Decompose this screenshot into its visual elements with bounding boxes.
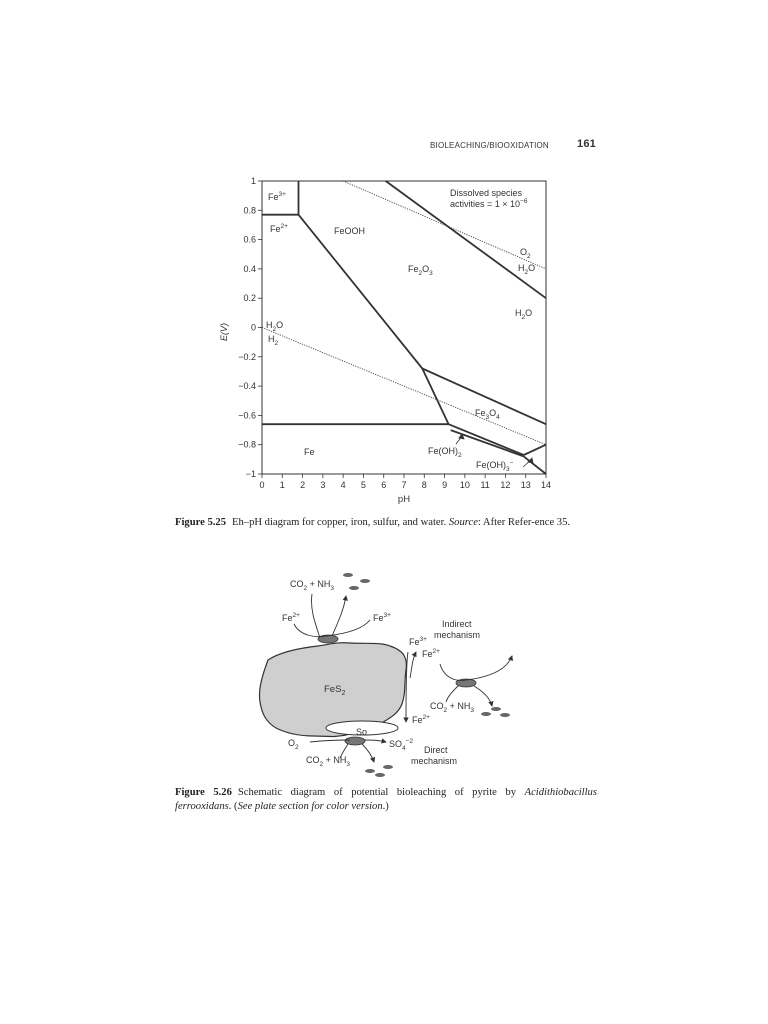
- co2-right-sub3: 3: [470, 707, 475, 714]
- label-indirect-2: mechanism: [434, 630, 481, 640]
- label-co2-bot: [306, 755, 350, 768]
- activity-note-text: activities = 1 × 10: [450, 199, 521, 209]
- y-tick-label: 0.6: [243, 234, 256, 245]
- h2o-right-sub: 2: [521, 314, 526, 321]
- region-feoh3: [476, 460, 514, 473]
- figure-5-26-note: See plate section for color version: [237, 801, 383, 812]
- label-o2: [288, 738, 299, 751]
- y-tick-label: −0.2: [238, 351, 256, 362]
- h2o-right-o: O: [525, 308, 533, 318]
- y-tick-label: −0.6: [238, 410, 256, 421]
- y-tick-label: 0.2: [243, 293, 256, 304]
- cell: [383, 765, 393, 769]
- fe2-mid-sup: 2+: [432, 648, 440, 655]
- fe2-top-sup: 2+: [292, 612, 300, 619]
- region-fe2: [270, 223, 288, 234]
- co2-bot-sub3: 3: [346, 761, 351, 768]
- x-tick-label: 7: [401, 480, 407, 490]
- fes2-fes: FeS: [324, 684, 342, 695]
- plot-frame: [262, 181, 546, 474]
- activity-note-exp: −6: [520, 198, 528, 205]
- region-feoh2: [428, 446, 462, 459]
- feoh3-text: Fe(OH): [476, 460, 506, 470]
- arrow-top-co2: [311, 594, 320, 638]
- region-fe2o3: [408, 264, 433, 277]
- co2-top-sub3: 3: [330, 585, 335, 592]
- y-tick-label: 0.4: [243, 263, 256, 274]
- fe3o4-fe: Fe: [475, 408, 486, 418]
- y-tick-label: −1: [245, 469, 256, 479]
- figure-5-25-source-text: : After Refer-ence 35.: [477, 517, 571, 528]
- bioleaching-schematic: [240, 568, 540, 780]
- x-tick-label: 4: [340, 480, 346, 490]
- x-tick-label: 5: [360, 480, 366, 490]
- o2-sub: 2: [295, 744, 299, 751]
- figure-5-25-caption-text: Eh–pH diagram for copper, iron, sulfur, and water.: [232, 517, 447, 528]
- y-tick-label: −0.8: [238, 439, 256, 450]
- cell: [343, 573, 353, 577]
- cell: [500, 713, 510, 717]
- co2-right-co: CO: [430, 701, 444, 711]
- figure-5-26-label: Figure 5.26: [175, 787, 232, 798]
- arrow-indirect-co2: [446, 686, 458, 702]
- co2-right-nh: + NH: [447, 701, 471, 711]
- fe3-top-fe: Fe: [373, 613, 384, 623]
- x-tick-label: 1: [279, 480, 285, 490]
- h2o-top-sub: 2: [524, 269, 529, 276]
- figure-5-25-caption: [175, 516, 597, 530]
- fe3o4-o: O: [489, 408, 497, 418]
- region-h2o-left: [266, 320, 283, 333]
- label-fe3-top: [373, 612, 391, 623]
- page-number: 161: [577, 138, 596, 150]
- x-tick-label: 13: [520, 480, 531, 490]
- feoh2-sub: 2: [458, 452, 462, 459]
- h2-h: H: [268, 334, 275, 344]
- label-fe3-mid: [409, 636, 427, 647]
- so4-so: SO: [389, 739, 403, 749]
- fe2o3-o: O: [422, 264, 430, 274]
- fe2o3-sub2: 2: [418, 270, 423, 277]
- h2o-top-o: O: [528, 263, 536, 273]
- y-tick-label: 0.8: [243, 205, 256, 216]
- fe2o3-fe: Fe: [408, 264, 419, 274]
- x-tick-label: 8: [421, 480, 427, 490]
- region-fe: Fe: [304, 447, 315, 457]
- figure-5-26-species: Acidithiobacillus ferrooxidans: [175, 787, 597, 812]
- h2o-top-h: H: [518, 263, 525, 273]
- label-fe2-mid: [422, 648, 440, 659]
- fe2-low-sup: 2+: [422, 714, 430, 721]
- running-head-title: BIOLEACHING/BIOOXIDATION: [430, 141, 549, 150]
- h2-sub: 2: [274, 340, 279, 347]
- figure-5-25-source-label: Source: [448, 517, 478, 528]
- o2-o: O: [288, 738, 296, 748]
- region-fe3-sup: 3+: [278, 191, 286, 198]
- label-fe2-top: [282, 612, 300, 623]
- y-axis-ticks: [238, 176, 262, 479]
- fe3-mid-fe: Fe: [409, 637, 420, 647]
- boundary-line: [524, 456, 546, 474]
- x-axis-label: pH: [397, 494, 411, 504]
- h2o-right-h: H: [515, 308, 522, 318]
- label-direct-2: mechanism: [411, 756, 458, 766]
- so4-sup: −2: [405, 738, 414, 745]
- figure-5-26-note-open: . (: [228, 801, 238, 812]
- co2-top-co: CO: [290, 579, 304, 589]
- x-tick-label: 12: [500, 480, 511, 490]
- co2-top-sub2: 2: [303, 585, 308, 592]
- cell: [360, 579, 370, 583]
- h2o-left-sub: 2: [272, 326, 277, 333]
- y-tick-label: −0.4: [238, 381, 256, 392]
- x-tick-label: 9: [442, 480, 448, 490]
- feoh3-sub: 3: [506, 466, 510, 473]
- figure-5-25-label: Figure 5.25: [175, 517, 227, 528]
- region-feooh: FeOOH: [334, 226, 366, 236]
- fe2-low-fe: Fe: [412, 715, 423, 725]
- x-tick-label: 2: [300, 480, 306, 490]
- fe3o4-sub4: 4: [496, 414, 500, 421]
- x-tick-label: 0: [259, 480, 265, 490]
- boundary-lines: [262, 181, 546, 474]
- arrow-direct-out: [362, 744, 374, 762]
- eh-ph-diagram: [210, 168, 562, 504]
- figure-5-26-caption-text: Schematic diagram of potential bioleaching of pyrite by: [237, 787, 517, 798]
- co2-bot-co: CO: [306, 755, 320, 765]
- x-tick-label: 6: [381, 480, 387, 490]
- fe3-mid-sup: 3+: [419, 636, 427, 643]
- label-so4: [389, 738, 413, 752]
- label-indirect-1: Indirect: [442, 619, 472, 629]
- cell: [491, 707, 501, 711]
- fes2-sub: 2: [341, 690, 346, 697]
- fe2-mid-fe: Fe: [422, 649, 433, 659]
- label-fe2-low: [412, 714, 430, 725]
- fe2-top-fe: Fe: [282, 613, 293, 623]
- activity-note-line2: [450, 198, 528, 209]
- running-head: [430, 138, 596, 154]
- feoh2-text: Fe(OH): [428, 446, 458, 456]
- region-h2: [268, 334, 279, 347]
- feoh3-sup: −: [509, 460, 514, 467]
- co2-bot-nh: + NH: [323, 755, 347, 765]
- boundary-line: [449, 424, 524, 455]
- x-tick-label: 10: [459, 480, 470, 490]
- bacterium-direct: [345, 737, 365, 745]
- h2o-left-o: O: [276, 320, 284, 330]
- label-so: So: [356, 727, 368, 737]
- region-h2o-right: [515, 308, 532, 321]
- fe3-top-sup: 3+: [383, 612, 391, 619]
- co2-bot-sub2: 2: [319, 761, 324, 768]
- x-tick-label: 14: [540, 480, 552, 490]
- o2-sub: 2: [527, 253, 531, 260]
- label-co2-top: [290, 579, 334, 592]
- arrow-top-out: [332, 596, 346, 636]
- arrow-fe-up: [410, 652, 416, 678]
- region-fe2-text: Fe: [270, 224, 281, 234]
- cell: [375, 773, 385, 777]
- region-fe2-sup: 2+: [280, 223, 288, 230]
- figure-5-26-caption: [175, 786, 597, 814]
- region-h2o-top: [518, 263, 535, 276]
- arrow-top-fe: [294, 620, 370, 637]
- h2o-left-h: H: [266, 320, 273, 330]
- cell: [349, 586, 359, 590]
- arrow-so4: [364, 740, 386, 742]
- y-tick-label: 1: [250, 176, 256, 186]
- cell: [365, 769, 375, 773]
- x-tick-label: 3: [320, 480, 326, 490]
- y-axis-label: E(V): [219, 323, 229, 341]
- arrow-indirect-out: [474, 686, 492, 706]
- boundary-line: [299, 215, 449, 425]
- x-tick-label: 11: [480, 480, 490, 490]
- region-fe3: [268, 191, 286, 202]
- figure-5-26-note-close: .): [382, 801, 389, 812]
- region-fe3-text: Fe: [268, 192, 279, 202]
- co2-right-sub2: 2: [443, 707, 448, 714]
- o2-o: O: [520, 247, 528, 257]
- y-tick-label: 0: [250, 322, 256, 333]
- co2-top-nh: + NH: [307, 579, 331, 589]
- fe3o4-sub3: 3: [485, 414, 490, 421]
- activity-note-line1: Dissolved species: [450, 188, 523, 198]
- label-direct-1: Direct: [424, 745, 448, 755]
- cell: [481, 712, 491, 716]
- arrow-o2: [310, 740, 350, 742]
- arrow-indirect-fe: [440, 656, 512, 680]
- region-fe3o4: [475, 408, 500, 421]
- fe2o3-sub3: 3: [429, 270, 433, 277]
- label-co2-right: [430, 701, 474, 714]
- boundary-line: [524, 445, 546, 455]
- so4-sub: 4: [402, 745, 406, 752]
- x-axis-ticks: [259, 474, 551, 490]
